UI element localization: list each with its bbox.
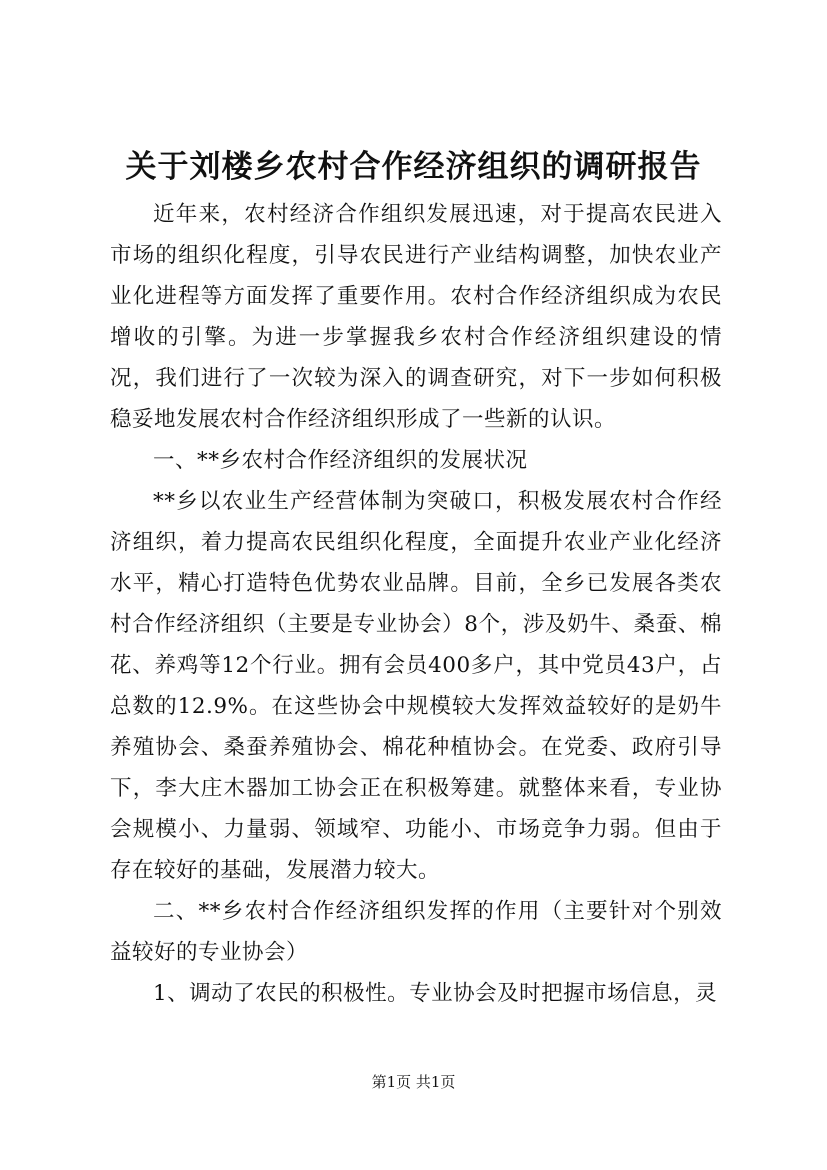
section-heading-1: 一、**乡农村合作经济组织的发展状况 (153, 448, 528, 473)
page-footer: 第1页 共1页 (371, 1073, 456, 1091)
paragraph-status: **乡以农业生产经营体制为突破口，积极发展农村合作经济组织，着力提高农民组织化程度，全面提升农业产业化经济水平，精心打造特色优势农业品牌。目前，全乡已发展各类农村合作经济组织（主要是专业协会）8个，涉及奶牛、桑蚕、棉花、养鸡等12个行业。拥有会员400多户，其中党员43户，占总数的12.9%。在这些协会中规模较大发挥效益较好的是奶牛养殖协会、桑蚕养殖协会、棉花种植协会。在党委、政府引导下，李大庄木器加工协会正在积极筹建。就整体来看，专业协会规模小、力量弱、领域窄、功能小、市场竞争力弱。但由于存在较好的基础，发展潜力较大。 (110, 489, 722, 883)
document-title: 关于刘楼乡农村合作经济组织的调研报告 (125, 149, 702, 185)
paragraph-role: 1、调动了农民的积极性。专业协会及时把握市场信息，灵 (153, 981, 718, 1006)
paragraph-intro: 近年来，农村经济合作组织发展迅速，对于提高农民进入市场的组织化程度，引导农民进行产业结构调整，加快农业产业化进程等方面发挥了重要作用。农村合作经济组织成为农民增收的引擎。为进一步掌握我乡农村合作经济组织建设的情况，我们进行了一次较为深入的调查研究，对下一步如何积极稳妥地发展农村合作经济组织形成了一些新的认识。 (110, 202, 722, 432)
document-body (110, 194, 722, 1014)
section-heading-2: 二、**乡农村合作经济组织发挥的作用（主要针对个别效益较好的专业协会） (110, 899, 722, 965)
